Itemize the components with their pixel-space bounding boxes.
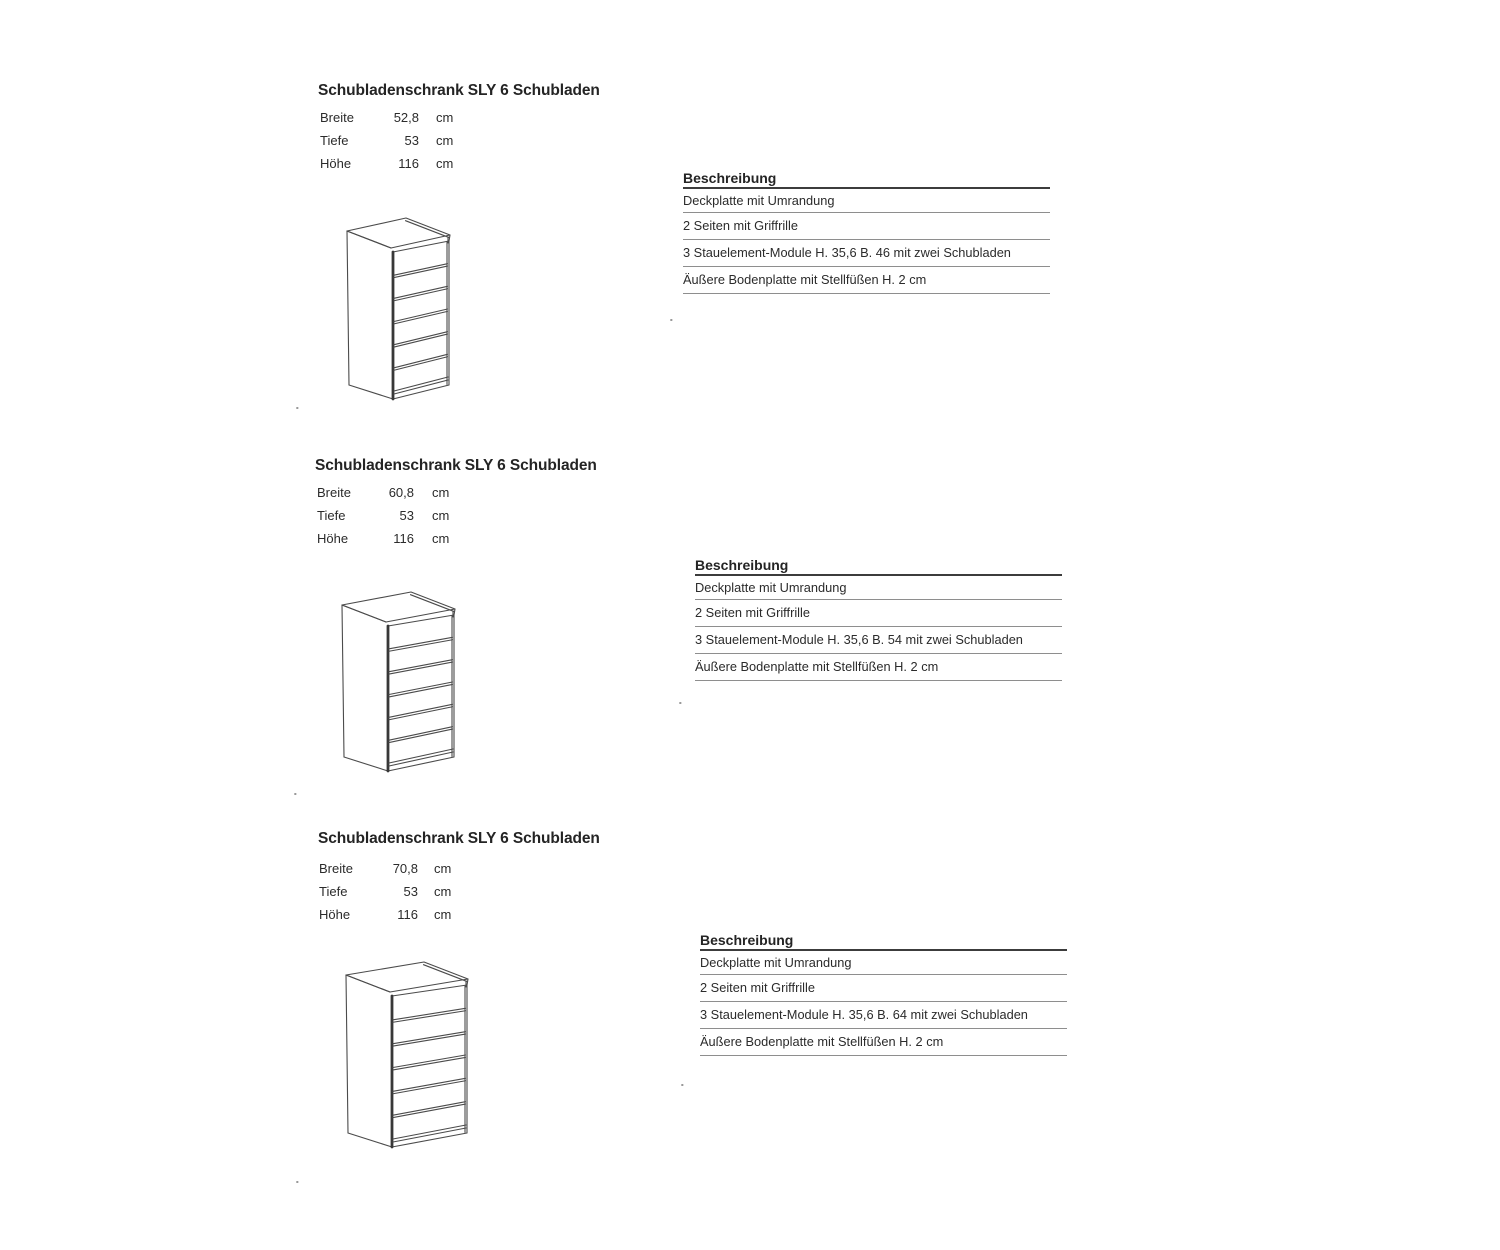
description-row: 2 Seiten mit Griffrille	[695, 605, 810, 620]
dimension-unit: cm	[436, 133, 454, 148]
description-header: Beschreibung	[700, 932, 794, 948]
header-rule	[683, 187, 1050, 189]
description-row: 3 Stauelement-Module H. 35,6 B. 46 mit zwei Schubladen	[683, 245, 1011, 260]
dimension-unit: cm	[432, 508, 450, 523]
row-rule	[700, 1028, 1067, 1029]
dimension-unit: cm	[436, 110, 454, 125]
dimension-label: Höhe	[320, 156, 352, 171]
product-title: Schubladenschrank SLY 6 Schubladen	[315, 457, 597, 474]
description-row: 2 Seiten mit Griffrille	[700, 980, 815, 995]
stray-mark: -	[679, 698, 682, 707]
dimension-unit: cm	[432, 485, 450, 500]
stray-mark: -	[294, 789, 297, 798]
dimension-unit: cm	[434, 907, 452, 922]
dimension-label: Breite	[317, 485, 351, 500]
description-header: Beschreibung	[695, 557, 789, 573]
dimension-value: 116	[397, 907, 418, 922]
dimension-label: Breite	[319, 861, 353, 876]
dimension-label: Breite	[320, 110, 354, 125]
header-rule	[700, 949, 1067, 951]
dimension-value: 53	[403, 884, 418, 899]
description-header: Beschreibung	[683, 170, 777, 186]
stray-mark: -	[670, 315, 673, 324]
dimension-label: Tiefe	[317, 508, 346, 523]
dimension-unit: cm	[434, 884, 452, 899]
dimension-value: 60,8	[388, 485, 414, 500]
description-row: 2 Seiten mit Griffrille	[683, 218, 798, 233]
dimension-unit: cm	[432, 531, 450, 546]
row-rule	[683, 266, 1050, 267]
description-row: Deckplatte mit Umrandung	[695, 580, 847, 595]
row-rule	[683, 293, 1050, 294]
row-rule	[695, 599, 1062, 600]
dimension-value: 70,8	[392, 861, 418, 876]
dimension-value: 116	[398, 156, 419, 171]
description-row: Äußere Bodenplatte mit Stellfüßen H. 2 cm	[683, 272, 927, 287]
product-section-2	[0, 457, 1500, 830]
product-title: Schubladenschrank SLY 6 Schubladen	[318, 830, 600, 847]
dimension-label: Höhe	[319, 907, 351, 922]
row-rule	[683, 239, 1050, 240]
product-section-1	[0, 82, 1500, 457]
row-rule	[695, 680, 1062, 681]
dimension-value: 52,8	[393, 110, 419, 125]
cabinet-line-drawing	[346, 216, 458, 408]
stray-mark: -	[296, 1177, 299, 1186]
description-row: Äußere Bodenplatte mit Stellfüßen H. 2 cm	[695, 659, 939, 674]
dimension-unit: cm	[434, 861, 452, 876]
dimension-label: Tiefe	[320, 133, 349, 148]
product-title: Schubladenschrank SLY 6 Schubladen	[318, 82, 600, 99]
row-rule	[683, 212, 1050, 213]
header-rule	[695, 574, 1062, 576]
row-rule	[700, 974, 1067, 975]
dimension-value: 116	[393, 531, 414, 546]
dimension-label: Höhe	[317, 531, 349, 546]
row-rule	[695, 653, 1062, 654]
product-section-3	[0, 830, 1500, 1210]
cabinet-line-drawing	[345, 960, 476, 1158]
stray-mark: -	[296, 403, 299, 412]
dimension-unit: cm	[436, 156, 454, 171]
row-rule	[700, 1055, 1067, 1056]
row-rule	[695, 626, 1062, 627]
description-row: 3 Stauelement-Module H. 35,6 B. 54 mit zwei Schubladen	[695, 632, 1023, 647]
stray-mark: -	[681, 1080, 684, 1089]
dimension-value: 53	[404, 133, 419, 148]
description-row: Äußere Bodenplatte mit Stellfüßen H. 2 cm	[700, 1034, 944, 1049]
dimension-value: 53	[399, 508, 414, 523]
dimension-label: Tiefe	[319, 884, 348, 899]
description-row: Deckplatte mit Umrandung	[683, 193, 835, 208]
description-row: 3 Stauelement-Module H. 35,6 B. 64 mit zwei Schubladen	[700, 1007, 1028, 1022]
row-rule	[700, 1001, 1067, 1002]
description-row: Deckplatte mit Umrandung	[700, 955, 852, 970]
cabinet-line-drawing	[341, 590, 463, 780]
